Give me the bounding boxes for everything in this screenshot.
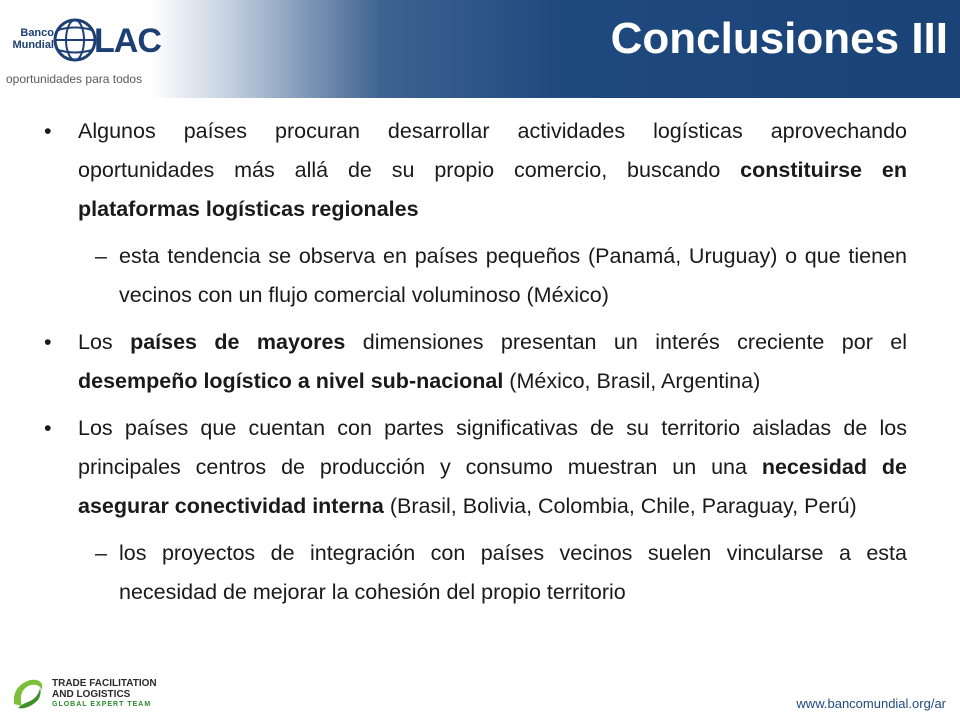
logo-lac: LAC	[94, 22, 161, 60]
bullet-list	[0, 112, 960, 620]
sub-bullet-item	[95, 534, 907, 612]
header-bar	[0, 0, 960, 98]
sub-bullet-text: los proyectos de integración con países vecinos suelen vincularse a esta necesidad de mejorar la cohesión del propio territorio	[119, 541, 907, 604]
bullet-text-bold: constituirse en plataformas logísticas regionales	[78, 158, 907, 221]
bullet-item	[44, 112, 907, 229]
logo-mundial: Mundial	[12, 39, 54, 51]
bullet-marker: •	[44, 416, 52, 440]
logo-banco-mundial-text	[6, 27, 54, 51]
sub-bullet-marker: –	[95, 541, 107, 565]
logo-line-trade-facilitation: TRADE FACILITATION	[52, 678, 157, 689]
globe-icon	[52, 17, 98, 63]
logo-banco: Banco	[20, 27, 54, 39]
leaf-swirl-icon	[8, 674, 48, 714]
bullet-item	[44, 323, 908, 401]
trade-facilitation-logo	[8, 672, 208, 716]
logo-tagline: oportunidades para todos	[6, 72, 143, 86]
logo-line-and-logistics: AND LOGISTICS	[52, 689, 131, 700]
sub-bullet-text: esta tendencia se observa en países pequeños (Panamá, Uruguay) o que tienen vecinos con un flujo comercial voluminoso (México)	[119, 244, 907, 307]
bullet-text: (Brasil, Bolivia, Colombia, Chile, Paraguay, Perú)	[383, 494, 857, 518]
bullet-text: Algunos países procuran desarrollar actividades logísticas aprovechando oportunidades más allá de su propio comercio, buscando	[78, 119, 907, 182]
bullet-text: dimensiones presentan un interés creciente por el	[345, 330, 908, 354]
logo-line-global-expert-team: GLOBAL EXPERT TEAM	[52, 701, 152, 708]
bullet-text-bold: países de mayores	[130, 330, 346, 354]
bullet-text-bold: desempeño logístico a nivel sub-nacional	[78, 369, 504, 393]
bullet-text: Los	[78, 330, 131, 354]
bullet-text-bold: necesidad de asegurar conectividad interna	[78, 455, 907, 518]
bullet-text: (México, Brasil, Argentina)	[503, 369, 761, 393]
bullet-text: Los países que cuentan con partes significativas de su territorio aisladas de los principales centros de producción y consumo muestran un una	[78, 416, 907, 479]
bullet-item	[44, 409, 907, 526]
sub-bullet-marker: –	[95, 244, 107, 268]
banco-mundial-lac-logo	[4, 12, 164, 92]
slide-title: Conclusiones III	[610, 14, 948, 63]
footer-url: www.bancomundial.org/ar	[796, 696, 946, 711]
bullet-marker: •	[44, 119, 52, 143]
sub-bullet-item	[95, 237, 907, 315]
bullet-marker: •	[44, 330, 52, 354]
